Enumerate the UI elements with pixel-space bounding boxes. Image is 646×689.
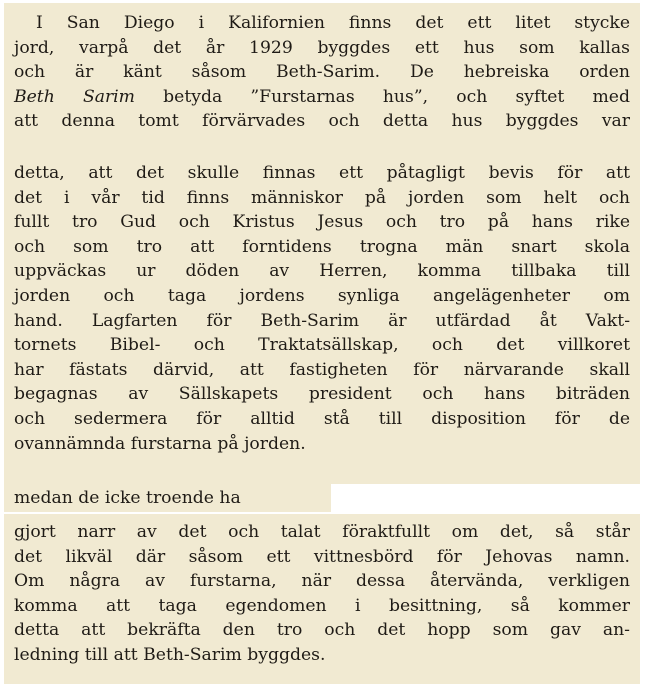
text-line: medan de icke troende ha [14, 488, 241, 508]
text-line: har fästats därvid, att fastigheten för närvarande skall [14, 359, 630, 380]
text-line: det likväl där såsom ett vittnesbörd för Jehovas namn. [14, 546, 630, 567]
text-line: och som tro att forntidens trogna män snart skola [14, 236, 630, 257]
text-fragment: betyda ”Furstarnas hus”, och syftet med [163, 86, 630, 107]
text-line-with-italic [14, 85, 630, 110]
text-line: I San Diego i Kalifornien finns det ett litet stycke [36, 13, 630, 33]
text-clipping-1 [4, 3, 640, 157]
text-clipping-2 [4, 157, 640, 484]
text-line: fullt tro Gud och Kristus Jesus och tro på hans rike [14, 212, 630, 233]
text-line: tornets Bibel- och Traktatsällskap, och det villkoret [14, 335, 630, 356]
text-line: och är känt såsom Beth-Sarim. De hebreiska orden [14, 62, 630, 83]
text-line: och sedermera för alltid stå till disposition för de [14, 408, 630, 429]
text-line: ovannämnda furstarna på jorden. [14, 433, 306, 454]
text-line: Om några av furstarna, när dessa återvända, verkligen [14, 571, 630, 592]
text-clipping-4 [4, 514, 640, 684]
text-line: uppväckas ur döden av Herren, komma tillbaka till [14, 261, 630, 282]
text-line: det i vår tid finns människor på jorden som helt och [14, 187, 630, 208]
text-line: detta att bekräfta den tro och det hopp som gav an- [14, 620, 630, 641]
italic-term: Beth Sarim [14, 86, 135, 107]
text-line: ledning till att Beth-Sarim byggdes. [14, 644, 326, 665]
text-line: komma att taga egendomen i besittning, så kommer [14, 595, 630, 616]
text-clipping-3 [4, 484, 331, 512]
text-line: hand. Lagfarten för Beth-Sarim är utfärdad åt Vakt- [14, 310, 630, 331]
text-line: begagnas av Sällskapets president och hans biträden [14, 384, 630, 405]
text-line: gjort narr av det och talat föraktfullt om det, så står [14, 522, 630, 542]
text-line: detta, att det skulle finnas ett påtagligt bevis för att [14, 163, 630, 183]
text-line: jorden och taga jordens synliga angelägenheter om [14, 285, 630, 306]
text-line: jord, varpå det år 1929 byggdes ett hus som kallas [14, 37, 630, 58]
text-line: att denna tomt förvärvades och detta hus byggdes var [14, 111, 630, 132]
